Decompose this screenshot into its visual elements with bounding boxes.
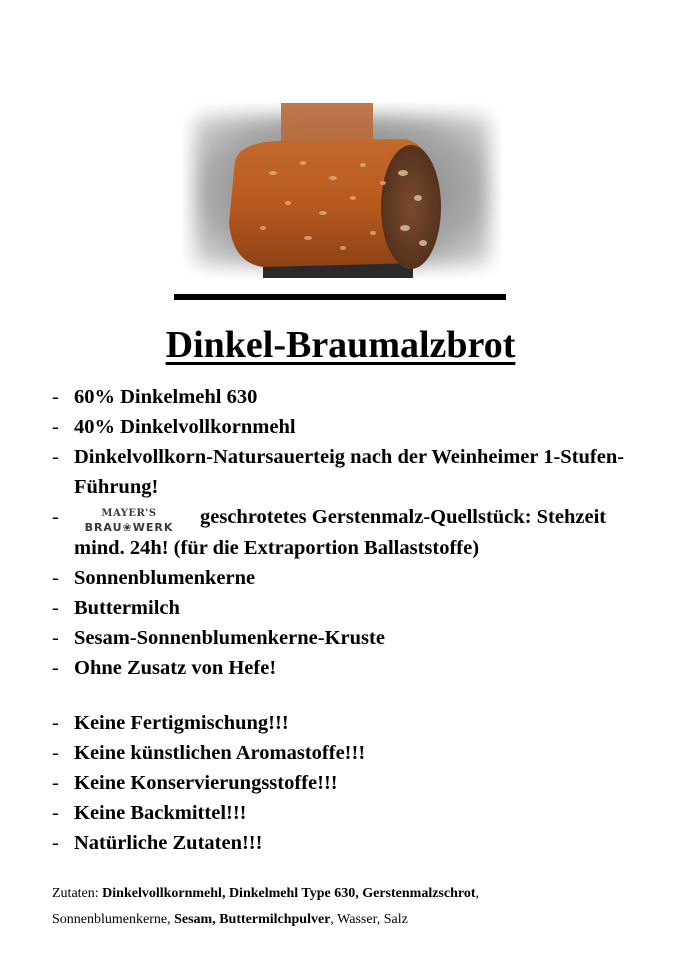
- list-item: - Sonnenblumenkerne: [52, 567, 256, 589]
- ingredients-text: Zutaten: Dinkelvollkornmehl, Dinkelmehl Type 630, Gerstenmalzschrot, Sonnenblumenkerne, Sesam, Buttermilchpulver, Wasser, Salz: [52, 886, 479, 927]
- list-item: - 60% Dinkelmehl 630: [52, 386, 258, 408]
- list-item: - Keine Konservierungsstoffe!!!: [52, 772, 338, 794]
- list-item: - Keine Fertigmischung!!!: [52, 712, 289, 734]
- list-item: - Sesam-Sonnenblumenkerne-Kruste: [52, 627, 385, 649]
- list-item: - Keine künstlichen Aromastoffe!!!: [52, 742, 366, 764]
- list-item: - Keine Backmittel!!!: [52, 802, 247, 824]
- page-title: Dinkel-Braumalzbrot: [165, 324, 516, 366]
- list-item: - Natürliche Zutaten!!!: [52, 832, 263, 854]
- list-item: - 40% Dinkelvollkornmehl: [52, 416, 296, 438]
- list-gap: [52, 683, 652, 708]
- list-item-malt: - MAYER'S BRAU❀WERK geschrotetes Gerstenmalz-Quellstück: Stehzeit mind. 24h! (für die Extraportion Ballaststoffe): [52, 506, 607, 559]
- divider-line: [174, 294, 506, 300]
- bread-loaf-illustration: [183, 103, 501, 278]
- list-item: - Dinkelvollkorn-Natursauerteig nach der Weinheimer 1-Stufen-Führung!: [52, 446, 625, 498]
- bread-photo: [183, 103, 501, 278]
- list-item: - Ohne Zusatz von Hefe!: [52, 657, 277, 679]
- brauwerk-logo: MAYER'S BRAU❀WERK: [84, 508, 174, 534]
- feature-list: [52, 382, 652, 858]
- list-item: - Buttermilch: [52, 597, 180, 619]
